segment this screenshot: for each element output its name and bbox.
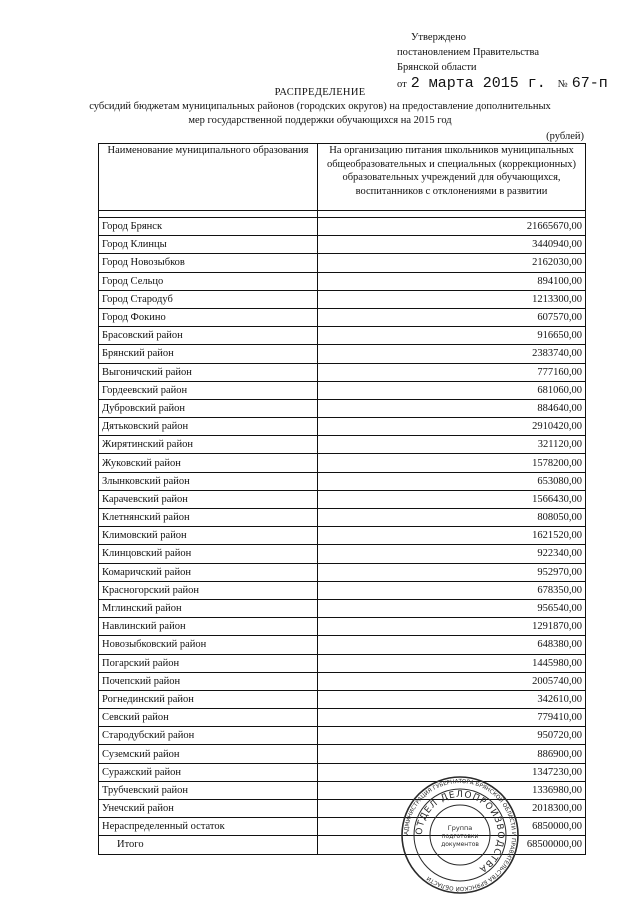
municipality-name: Карачевский район [99,490,318,508]
table-row [99,327,586,345]
table-row [99,672,586,690]
municipality-name: Климовский район [99,527,318,545]
table-spacer-row [99,211,586,218]
approval-line-2: постановлением Правительства [397,47,540,58]
table-row [99,527,586,545]
table-row [99,218,586,236]
table-row [99,654,586,672]
table-row [99,381,586,399]
subsidy-amount: 6850000,00 [318,818,586,836]
municipality-name: Почепский район [99,672,318,690]
municipality-name: Гордеевский район [99,381,318,399]
municipality-name: Красногорский район [99,581,318,599]
table-row [99,436,586,454]
subsidy-amount: 950720,00 [318,727,586,745]
subsidy-amount: 894100,00 [318,272,586,290]
table-row [99,254,586,272]
spacer-cell [318,211,586,218]
decree-date: 2 марта 2015 г. [410,75,546,92]
currency-unit: (рублей) [546,131,584,142]
table-row [99,709,586,727]
document-title: РАСПРЕДЕЛЕНИЕ [274,87,366,98]
approval-line-1: Утверждено [411,32,466,43]
subsidy-amount: 1291870,00 [318,618,586,636]
distribution-table [98,143,586,855]
municipality-name: Город Брянск [99,218,318,236]
table-row [99,599,586,617]
table-row [99,454,586,472]
subsidy-amount: 21665670,00 [318,218,586,236]
municipality-name: Трубчевский район [99,781,318,799]
table-row [99,636,586,654]
subsidy-amount: 1213300,00 [318,290,586,308]
subsidy-amount: 1578200,00 [318,454,586,472]
table-row [99,418,586,436]
table-row [99,308,586,326]
municipality-name: Рогнединский район [99,690,318,708]
municipality-name: Стародубский район [99,727,318,745]
municipality-name: Брянский район [99,345,318,363]
subsidy-amount: 777160,00 [318,363,586,381]
table-row [99,509,586,527]
subtitle-line-1: субсидий бюджетам муниципальных районов (городских округов) на предоставление дополнительных [89,101,551,112]
table-row [99,563,586,581]
subsidy-amount: 321120,00 [318,436,586,454]
approval-line-3: Брянской области [397,62,477,73]
subsidy-amount: 2005740,00 [318,672,586,690]
municipality-name: Севский район [99,709,318,727]
stamp-ring-text: ОТДЕЛ ДЕЛОПРОИЗВОДСТВА [414,789,506,875]
table-header-row [99,144,586,211]
subsidy-amount: 681060,00 [318,381,586,399]
subsidy-amount: 884640,00 [318,399,586,417]
approval-block [397,30,608,92]
subsidy-amount: 808050,00 [318,509,586,527]
subsidy-amount: 648380,00 [318,636,586,654]
table-row [99,545,586,563]
municipality-name: Клинцовский район [99,545,318,563]
municipality-name: Комаричский район [99,563,318,581]
municipality-name: Жирятинский район [99,436,318,454]
subsidy-amount: 922340,00 [318,545,586,563]
table-row [99,727,586,745]
municipality-name: Мглинский район [99,599,318,617]
total-value: 68500000,00 [318,836,586,854]
municipality-name: Суражский район [99,763,318,781]
subsidy-amount: 916650,00 [318,327,586,345]
municipality-name: Унечский район [99,800,318,818]
column-header-name: Наименование муниципального образования [99,144,318,211]
spacer-cell [99,211,318,218]
table-row [99,345,586,363]
decree-number-label: № [557,79,568,90]
department-stamp [400,775,520,895]
table-row [99,236,586,254]
table-row [99,690,586,708]
table-row [99,363,586,381]
decree-number: 67-п [571,75,608,92]
stamp-center-line-3: документов [441,841,479,848]
subsidy-amount: 3440940,00 [318,236,586,254]
table-row [99,272,586,290]
municipality-name: Погарский район [99,654,318,672]
municipality-name: Клетнянский район [99,509,318,527]
stamp-outer-text: АДМИНИСТРАЦИЯ ГУБЕРНАТОРА БРЯНСКОЙ ОБЛАСТИ И ПРАВИТЕЛЬСТВА БРЯНСКОЙ ОБЛАСТИ [403,778,517,892]
municipality-name: Дятьковский район [99,418,318,436]
municipality-name: Навлинский район [99,618,318,636]
subsidy-amount: 2383740,00 [318,345,586,363]
municipality-name: Город Стародуб [99,290,318,308]
subsidy-amount: 952970,00 [318,563,586,581]
subsidy-amount: 607570,00 [318,308,586,326]
subsidy-amount: 886900,00 [318,745,586,763]
table-row [99,490,586,508]
municipality-name: Выгоничский район [99,363,318,381]
subsidy-amount: 2018300,00 [318,800,586,818]
municipality-name: Жуковский район [99,454,318,472]
subsidy-amount: 1336980,00 [318,781,586,799]
column-header-value: На организацию питания школьников муниципальных общеобразовательных и специальных (коррекционных) образовательных учреждений для обучающихся, воспитанников с отклонениями в развитии [318,144,586,211]
subsidy-amount: 2910420,00 [318,418,586,436]
subsidy-amount: 342610,00 [318,690,586,708]
decree-from-label: от [397,79,407,90]
municipality-name: Новозыбковский район [99,636,318,654]
municipality-name: Город Сельцо [99,272,318,290]
municipality-name: Брасовский район [99,327,318,345]
table-row [99,472,586,490]
subsidy-amount: 1347230,00 [318,763,586,781]
municipality-name: Нераспределенный остаток [99,818,318,836]
subsidy-amount: 2162030,00 [318,254,586,272]
table-row [99,399,586,417]
municipality-name: Дубровский район [99,399,318,417]
subsidy-amount: 956540,00 [318,599,586,617]
document-subtitle [60,100,580,128]
table-row [99,581,586,599]
subsidy-amount: 779410,00 [318,709,586,727]
municipality-name: Суземский район [99,745,318,763]
table-row [99,745,586,763]
subsidy-amount: 1566430,00 [318,490,586,508]
table-row [99,290,586,308]
subsidy-amount: 1445980,00 [318,654,586,672]
subsidy-amount: 1621520,00 [318,527,586,545]
subsidy-amount: 678350,00 [318,581,586,599]
stamp-center-line-1: Группа [447,824,473,832]
municipality-name: Злынковский район [99,472,318,490]
table-row [99,618,586,636]
municipality-name: Город Фокино [99,308,318,326]
stamp-center-line-2: подготовки [441,833,479,840]
subtitle-line-2: мер государственной поддержки обучающихся на 2015 год [188,115,452,126]
municipality-name: Город Клинцы [99,236,318,254]
subsidy-amount: 653080,00 [318,472,586,490]
municipality-name: Город Новозыбков [99,254,318,272]
total-label: Итого [99,836,318,854]
